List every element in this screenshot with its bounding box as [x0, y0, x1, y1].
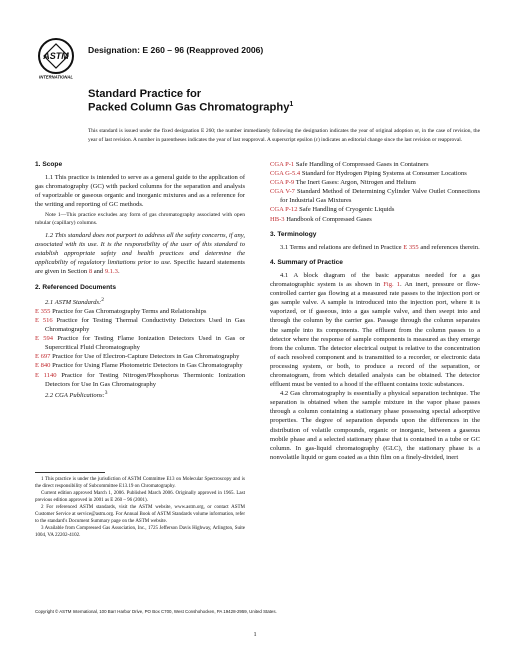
- cga-reference-list: [270, 160, 480, 224]
- reference-title: Practice for Use of Electron-Capture Detectors in Gas Chromatography: [50, 353, 240, 361]
- reference-title: Practice for Testing Nitrogen/Phosphorus Thermionic Ionization Detectors for Use In Gas Chromatography: [45, 371, 245, 388]
- reference-code-link[interactable]: E 355: [35, 307, 51, 315]
- safety-statement: 1.2 This standard does not purport to address all the safety concerns, if any, associated with its use. It is the responsibility of the user of this standard to establish appropriate safety and health practices and determine the applicability of regulatory limitations prior to use.: [35, 232, 245, 267]
- title-text: Packed Column Gas Chromatography: [88, 101, 290, 114]
- section-8-link[interactable]: 8: [88, 268, 93, 276]
- paragraph-3-1: [270, 243, 480, 252]
- paragraph-1-1: 1.1 This practice is intended to serve as a general guide to the application of gas chromatography (GC) with packed columns for the separation and analysis of vaporizable or gaseous organic and inorganic mixtures and as a reference for the writing and reporting of GC methods.: [35, 174, 245, 209]
- page-number: 1: [253, 631, 257, 638]
- cga-code-link[interactable]: CGA V-7: [270, 188, 295, 196]
- cga-code-link[interactable]: CGA P-12: [270, 206, 298, 214]
- section-heading-scope: 1. Scope: [35, 161, 63, 168]
- footnote-mark-3: 3: [104, 389, 108, 396]
- astm-reference-list: [35, 307, 245, 389]
- cga-title: The Inert Gases: Argon, Nitrogen and Helium: [294, 179, 416, 187]
- title-line-1: Standard Practice for: [88, 88, 202, 100]
- right-column: [270, 160, 480, 462]
- reference-item: [35, 361, 245, 370]
- cga-publications-text: 2.2 CGA Publications:: [45, 391, 105, 399]
- reference-title: Practice for Testing Thermal Conductivity Detectors Used in Gas Chromatography: [45, 316, 245, 334]
- cga-title: Handbook of Compressed Gases: [284, 215, 372, 223]
- section-heading-summary: 4. Summary of Practice: [270, 258, 343, 266]
- footnote: 3 Available from Compressed Gas Association, Inc., 1725 Jefferson Davis Highway, Arlington, Suite 1004, VA 22202-4102.: [35, 526, 245, 538]
- cga-code-link[interactable]: CGA P-1: [270, 161, 295, 168]
- footnote: 2 For referenced ASTM standards, visit the ASTM website, www.astm.org, or contact ASTM Customer Service at service@astm.org. For Annual Book of ASTM Standards volume information, refer to the standard's Document Summary page on the ASTM website.: [35, 505, 245, 524]
- section-heading-terminology: 3. Terminology: [270, 230, 317, 238]
- left-column: [35, 160, 245, 400]
- cga-title: Standard Method of Determining Cylinder Valve Outlet Connections for Industrial Gas Mixtures: [280, 188, 480, 205]
- summary-text-a: 4.1 A block diagram of the basic apparatus needed for a gas chromatographic system is as shown in: [270, 271, 480, 289]
- cga-reference-item: [270, 205, 480, 214]
- section-heading-referenced-documents: 2. Referenced Documents: [35, 283, 116, 291]
- cga-code-link[interactable]: CGA P-9: [270, 179, 295, 187]
- cga-reference-item: [270, 215, 480, 224]
- paragraph-4-2: 4.2 Gas chromatography is essentially a physical separation technique. The separation is obtained when the sample mixture in the vapor phase passes through a column containing a stationary phase possessing special adsorptive properties. The degree of separation depends upon the differences in the distribution of volatile compounds, organic or inorganic, between a gaseous mobile phase and a selected stationary phase that is contained in a tube or GC column. In gas-liquid chromatography (GLC), the stationary phase is a nonvolatile liquid or gum coated as a thin film on a finely-divided, inert: [270, 390, 480, 461]
- hazard-sentence: Specific hazard statements are given in Section: [35, 259, 245, 276]
- reference-item: [35, 307, 245, 316]
- issue-note: This standard is issued under the fixed designation E 260; the number immediately following the designation indicates the year of original adoption or, in the case of revision, the year of last revision. A number in parentheses indicates the year of last reapproval. A superscript epsilon (ε) indicates an editorial change since the last revision or reapproval.: [88, 128, 480, 143]
- reference-item: [35, 352, 245, 361]
- cga-title: Safe Handling of Cryogenic Liquids: [297, 206, 395, 214]
- cga-title: Standard for Hydrogen Piping Systems at Consumer Locations: [300, 170, 467, 178]
- section-9-1-3-link[interactable]: 9.1.3: [104, 268, 118, 276]
- footnotes: [35, 476, 245, 539]
- reference-item: [35, 316, 245, 334]
- terminology-text-a: 3.1 Terms and relations are defined in Practice: [280, 243, 404, 251]
- paragraph-1-2: [35, 231, 245, 276]
- reference-title: Practice for Using Flame Photometric Detectors in Gas Chromatography: [50, 362, 243, 370]
- reference-title: Practice for Gas Chromatography Terms and Relationships: [50, 307, 207, 315]
- terminology-text-b: and references therein.: [418, 243, 480, 251]
- and-text: and: [92, 268, 105, 276]
- copyright-line: Copyright © ASTM International, 100 Barr Harbor Drive, PO Box C700, West Conshohocken, PA 19428-2959, United States.: [35, 609, 277, 614]
- title-footnote-mark: 1: [289, 101, 294, 108]
- astm-standards-text: 2.1 ASTM Standards:: [45, 298, 102, 306]
- period: .: [117, 268, 120, 276]
- cga-code-link[interactable]: CGA G-5.4: [270, 170, 301, 178]
- cga-publications-label: [35, 389, 245, 400]
- reference-code-link[interactable]: E 594: [35, 335, 54, 343]
- astm-logo-icon: [34, 36, 78, 80]
- paragraph-4-1: [270, 271, 480, 389]
- note-1: Note 1—This practice excludes any form of gas chromatography associated with open tubular (capillary) columns.: [35, 212, 245, 227]
- reference-code-link[interactable]: E 1140: [35, 371, 57, 379]
- astm-standards-label: [35, 296, 245, 307]
- cga-title: Safe Handling of Compressed Gases in Containers: [294, 161, 429, 168]
- footnote: Current edition approved March 1, 2006. Published March 2006. Originally approved in 1965. Last previous edition approved in 2001 as E 260 – 96 (2001).: [35, 491, 245, 503]
- cga-reference-item: [270, 187, 480, 205]
- footnote-mark-2: 2: [101, 296, 104, 303]
- reference-title: Practice for Testing Flame Ionization Detectors Used in Gas or Supercritical Fluid Chromatography: [45, 335, 245, 352]
- reference-code-link[interactable]: E 697: [35, 353, 51, 361]
- figure-1-link[interactable]: Fig. 1: [383, 281, 401, 289]
- reference-item: [35, 371, 245, 389]
- reference-code-link[interactable]: E 840: [35, 362, 51, 370]
- cga-reference-item: [270, 178, 480, 187]
- cga-reference-item: [270, 169, 480, 178]
- designation: Designation: E 260 – 96 (Reapproved 2006): [88, 45, 264, 55]
- cga-reference-item: [270, 160, 480, 169]
- reference-code-link[interactable]: E 516: [35, 316, 53, 324]
- footnote: 1 This practice is under the jurisdiction of ASTM Committee E13 on Molecular Spectroscopy and is the direct responsibility of Subcommittee E13.19 on Chromatography.: [35, 477, 245, 489]
- footnote-divider: [35, 472, 105, 473]
- svg-text:INTERNATIONAL: INTERNATIONAL: [39, 74, 73, 80]
- cga-code-link[interactable]: HB-3: [270, 215, 285, 223]
- svg-text:ASTM: ASTM: [43, 51, 69, 61]
- summary-text-b: . An inert, pressure or flow-controlled carrier gas flowing at a measured rate passes to the injection port or gas sample valve. A sample is introduced into the injection port, where it is vaporized, or if gaseous, into a gas sample valve, and then swept into and through the column by the carrier gas. Passage through the column separates the sample into its components. The effluent from the column passes to a detector where the response of sample components is measured as they emerge from the column. The detector electrical output is relative to the concentration of each resolved component and is transmitted to a recorder, or electronic data processing system, or both, to produce a record of the separation, or chromatogram, from which detailed analysis can be obtained. The detector effluent must be vented to a hood if the effluent contains toxic substances.: [270, 281, 481, 389]
- title-line-2: [88, 101, 293, 114]
- e355-link[interactable]: E 355: [403, 243, 419, 251]
- reference-item: [35, 334, 245, 352]
